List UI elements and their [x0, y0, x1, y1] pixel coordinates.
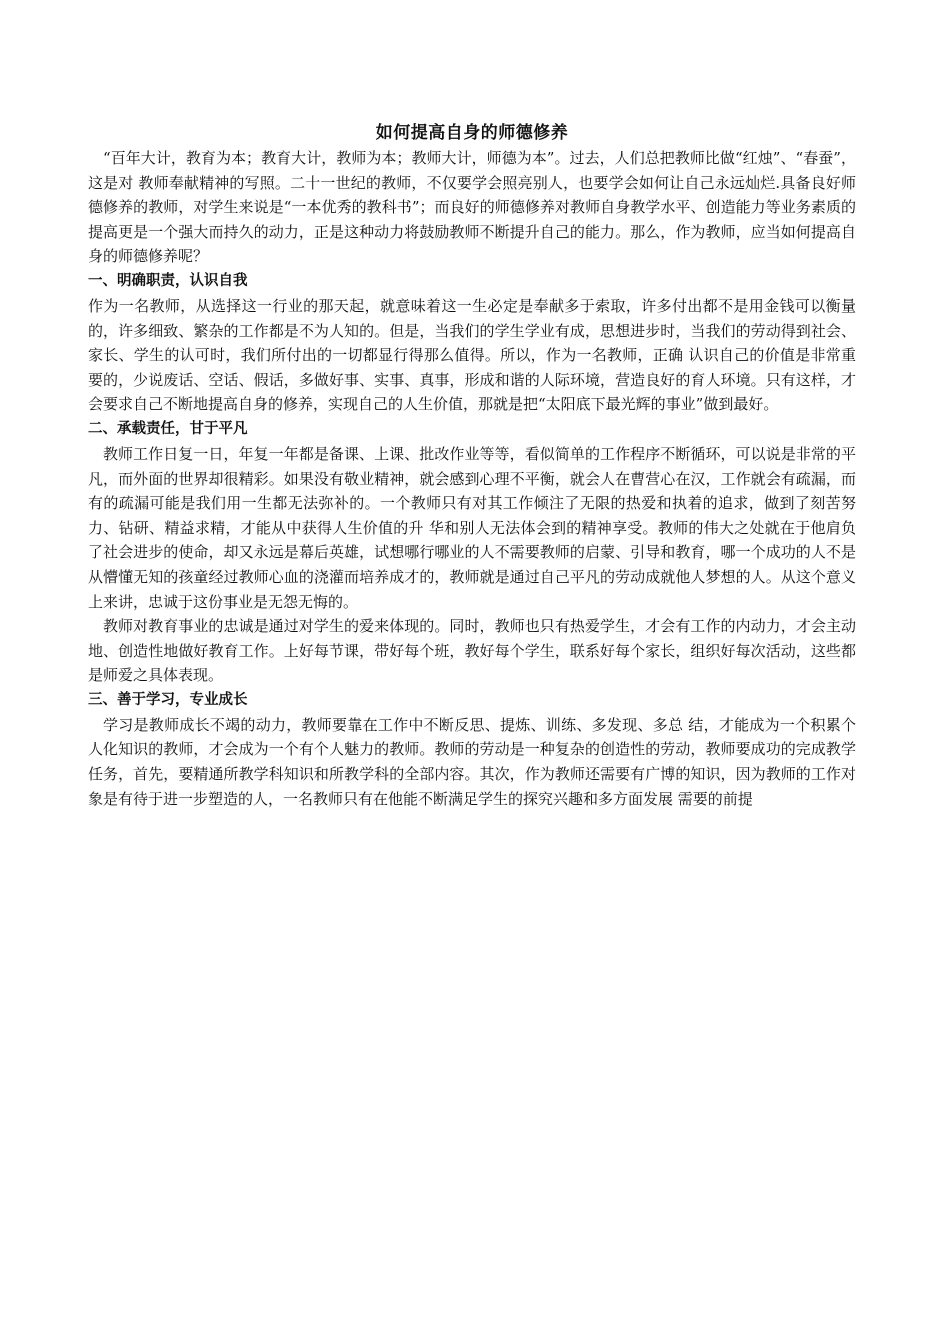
intro-paragraph: “百年大计，教育为本；教育大计，教师为本；教师大计，师德为本”。过去，人们总把教师比做“红烛”、“春蚕”，这是对 教师奉献精神的写照。二十一世纪的教师，不仅要学会照亮别人，也要学会如何让自己永远灿烂.具备良好师德修养的教师，对学生来说是“一本优秀的教科书”；而良好的师德修养对教师自身教学水平、创造能力等业务素质的提高更是一个强大而持久的动力，正是这种动力将鼓励教师不断提升自己的能力。那么，作为教师，应当如何提高自身的师德修养呢？ — [88, 149, 856, 266]
section-2-paragraph-2: 教师对教育事业的忠诚是通过对学生的爱来体现的。同时，教师也只有热爱学生，才会有工作的内动力，才会主动地、创造性地做好教育工作。上好每节课，带好每个班，教好每个学生，联系好每个家长，组织好每次活动，这些都是师爱之具体表现。 — [88, 617, 856, 685]
section-1-heading: 一、明确职责，认识自我 — [88, 272, 248, 289]
document-title: 如何提高自身的师德修养 — [375, 123, 569, 143]
section-3-heading: 三、善于学习，专业成长 — [88, 691, 248, 708]
section-2-paragraph-1: 教师工作日复一日，年复一年都是备课、上课、批改作业等等，看似简单的工作程序不断循环，可以说是非常的平凡，而外面的世界却很精彩。如果没有敬业精神，就会感到心理不平衡，就会人在曹营心在汉，工作就会有疏漏，而有的疏漏可能是我们用一生都无法弥补的。一个教师只有对其工作倾注了无限的热爱和执着的追求，做到了刻苦努力、钻研、精益求精，才能从中获得人生价值的升 华和别人无法体会到的精神享受。教师的伟大之处就在于他肩负了社会进步的使命，却又永远是幕后英雄，试想哪行哪业的人不需要教师的启蒙、引导和教育，哪一个成功的人不是从懵懂无知的孩童经过教师心血的浇灌而培养成才的，教师就是通过自己平凡的劳动成就他人梦想的人。从这个意义上来讲，忠诚于这份事业是无怨无悔的。 — [88, 444, 856, 611]
section-3-paragraph-1: 学习是教师成长不竭的动力，教师要靠在工作中不断反思、提炼、训练、多发现、多总 结，才能成为一个积累个人化知识的教师，才会成为一个有个人魅力的教师。教师的劳动是一种复杂的创造性的劳动，教师要成功的完成教学任务，首先，要精通所教学科知识和所教学科的全部内容。其次，作为教师还需要有广博的知识，因为教师的工作对象是有待于进一步塑造的人，一名教师只有在他能不断满足学生的探究兴趣和多方面发展 需要的前提 — [88, 715, 856, 808]
document-page — [88, 120, 856, 811]
section-2-heading: 二、承载责任，甘于平凡 — [88, 420, 248, 437]
section-1-paragraph-1: 作为一名教师，从选择这一行业的那天起，就意味着这一生必定是奉献多于索取，许多付出都不是用金钱可以衡量的，许多细致、繁杂的工作都是不为人知的。但是，当我们的学生学业有成，思想进步时，当我们的劳动得到社会、家长、学生的认可时，我们所付出的一切都显行得那么值得。所以，作为一名教师，正确 认识自己的价值是非常重要的，少说废话、空话、假话，多做好事、实事、真事，形成和谐的人际环境，营造良好的育人环境。只有这样，才会要求自己不断地提高自身的修养，实现自己的人生价值，那就是把“太阳底下最光辉的事业”做到最好。 — [88, 296, 856, 414]
